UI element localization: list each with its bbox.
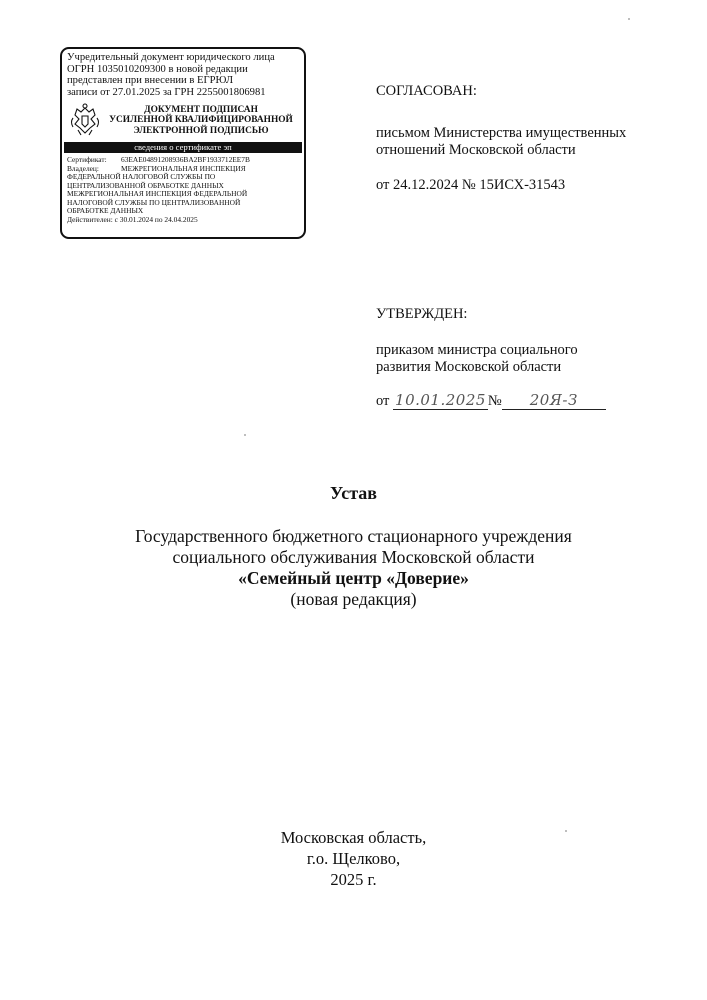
footer-line: Московская область,	[280, 828, 427, 847]
coat-of-arms-icon	[67, 102, 103, 138]
approved-line: приказом министра социального	[376, 342, 578, 358]
owner-value: МЕЖРЕГИОНАЛЬНАЯ ИНСПЕКЦИЯ	[121, 163, 246, 173]
agreed-block	[376, 83, 626, 194]
number-label: №	[487, 393, 502, 409]
stamp-title-line: ЭЛЕКТРОННОЙ ПОДПИСЬЮ	[133, 125, 269, 136]
approved-block	[376, 306, 606, 410]
approved-date-number	[376, 392, 606, 410]
stamp-title-line: УСИЛЕННОЙ КВАЛИФИЦИРОВАННОЙ	[109, 115, 293, 126]
scan-speck	[628, 18, 630, 20]
owner-value-line: ОБРАБОТКЕ ДАННЫХ	[67, 206, 144, 216]
stamp-line: Учредительный документ юридического лица	[67, 52, 275, 63]
agreed-date-line: от 24.12.2024 № 15ИСХ-31543	[376, 177, 566, 193]
footer-line: г.о. Щелково,	[306, 849, 401, 868]
certificate-details	[67, 156, 299, 224]
stamp-title-line: ДОКУМЕНТ ПОДПИСАН	[144, 104, 258, 115]
owner-value-line: МЕЖРЕГИОНАЛЬНАЯ ИНСПЕКЦИЯ ФЕДЕРАЛЬНОЙ	[67, 189, 248, 199]
validity-label: Действителен:	[67, 214, 113, 224]
approved-line: развития Московской области	[376, 359, 562, 375]
document-title-section	[0, 483, 707, 610]
handwritten-number: 20Я-З	[502, 392, 606, 410]
approved-heading: УТВЕРЖДЕН:	[376, 306, 468, 322]
validity-value: с 30.01.2024 по 24.04.2025	[114, 214, 198, 224]
from-label: от	[376, 393, 390, 409]
scan-speck	[244, 434, 246, 436]
certificate-value: 63EAE04891208936BA2BF1933712EE7B	[121, 155, 250, 165]
stamp-title	[103, 105, 299, 136]
validity-row	[67, 216, 299, 225]
owner-value-line: ЦЕНТРАЛИЗОВАННОЙ ОБРАБОТКЕ ДАННЫХ	[67, 180, 224, 190]
owner-label: Владелец:	[67, 163, 99, 173]
agreed-line: отношений Московской области	[376, 142, 576, 158]
edition-note: (новая редакция)	[290, 589, 417, 609]
certificate-label: Сертификат:	[67, 155, 107, 165]
document-title: Устав	[329, 483, 378, 503]
stamp-header	[67, 102, 299, 138]
owner-value-line: НАЛОГОВОЙ СЛУЖБЫ ПО ЦЕНТРАЛИЗОВАННОЙ	[67, 197, 241, 207]
title-line: Государственного бюджетного стационарного учреждения	[135, 526, 572, 546]
scan-speck	[565, 830, 567, 832]
stamp-line: записи от 27.01.2025 за ГРН 2255001806981	[67, 86, 266, 98]
organization-name: «Семейный центр «Доверие»	[238, 568, 469, 588]
title-line: социального обслуживания Московской области	[172, 547, 535, 567]
place-and-year	[0, 827, 707, 890]
owner-value-line: ФЕДЕРАЛЬНОЙ НАЛОГОВОЙ СЛУЖБЫ ПО	[67, 172, 216, 182]
handwritten-date: 10.01.2025	[395, 391, 486, 409]
stamp-line: представлен при внесении в ЕГРЮЛ	[67, 75, 234, 87]
footer-line: 2025 г.	[330, 870, 377, 889]
certificate-info-bar: сведения о сертификате эп	[64, 142, 302, 153]
agreed-line: письмом Министерства имущественных	[376, 125, 627, 141]
stamp-line: ОГРН 1035010209300 в новой редакции	[67, 63, 248, 75]
agreed-heading: СОГЛАСОВАН:	[376, 83, 477, 99]
signature-stamp	[60, 47, 306, 239]
